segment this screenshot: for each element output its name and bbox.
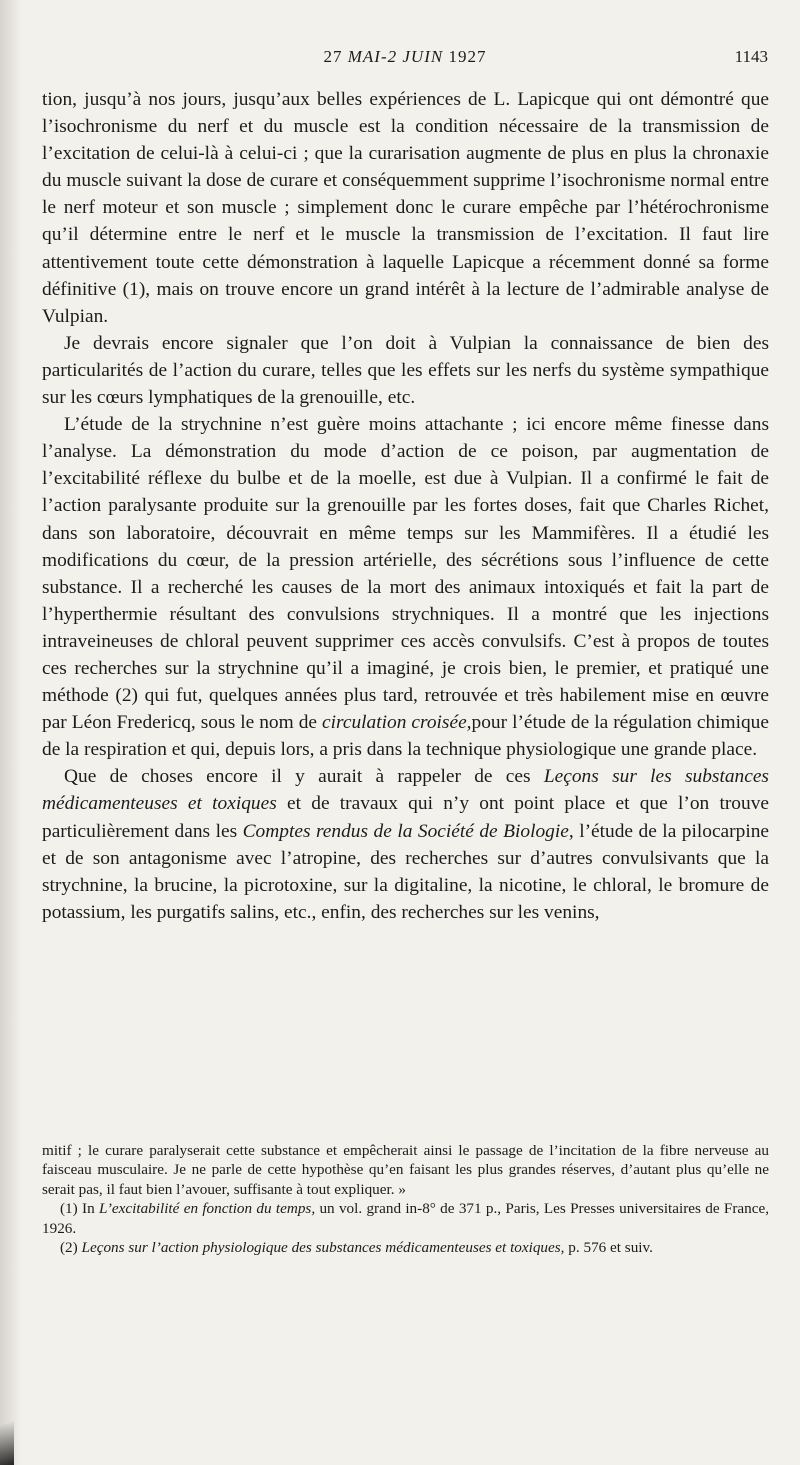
- paragraph-2: Je devrais encore signaler que l’on doit à Vulpian la connaissance de bien des particularités de l’action du curare, telles que les effets sur les nerfs du système sympathique sur les cœurs lymphatiques de la grenouille, etc.: [42, 332, 769, 409]
- footnote-continuation: mitif ; le curare paralyserait cette substance et empêcherait ainsi le passage de l’incitation de la fibre nerveuse au faisceau musculaire. Je ne parle de cette hypothèse qu’en faisant les plus grandes réserves, d’autant plus qu’elle ne serait pas, il faut bien l’avouer, suffisante à tout expliquer. »: [42, 1142, 769, 1198]
- paragraph-4-a: Que de choses encore il y aurait à rappeler de ces: [64, 766, 531, 788]
- paragraph-4: [42, 763, 769, 926]
- paragraph-3: [42, 411, 769, 763]
- footnote-1: [42, 1199, 769, 1238]
- paragraph-3-text: L’étude de la strychnine n’est guère moins attachante ; ici encore même finesse dans l’analyse. La démonstration du mode d’action de ce poison, par augmentation de l’excitabilité réflexe du bulbe et de la moelle, est due à Vulpian. Il a confirmé le fait de l’action paralysante produite sur la grenouille par les fortes doses, fait que Charles Richet, dans son laboratoire, découvrait en même temps sur les Mammifères. Il a étudié les modifications du cœur, de la pression artérielle, des sécrétions sous l’influence de cette substance. Il a recherché les causes de la mort des animaux intoxiqués et fait la part de l’hyperthermie résultant des convulsions strychniques. Il a montré que les injections intraveineuses de chloral peuvent supprimer ces accès convulsifs. C’est à propos de toutes ces recherches sur la strychnine qu’il a imaginé, je crois bien, le premier, et pratiqué une méthode (2) qui fut, quelques années plus tard, retrouvée et très habilement mise en œuvre par Léon Fredericq, sous le nom de: [42, 414, 769, 734]
- paragraph-4-c: , l’étude de la pilocarpine et de son antagonisme avec l’atropine, des recherches sur d’autres convulsivants que la strychnine, la brucine, la picrotoxine, sur la digitaline, la nicotine, le chloral, le bromure de potassium, les purgatifs salins, etc., enfin, des recherches sur les venins,: [42, 820, 770, 923]
- footnote-2-mark: (2): [60, 1239, 78, 1257]
- scan-corner-mark: [0, 1395, 14, 1465]
- paragraph-4-italic-2: Comptes rendus de la Société de Biologie: [242, 820, 569, 842]
- paragraph-4-italic-1: Leçons sur les substances médicamenteuses et toxiques: [42, 766, 769, 815]
- footnote-1-title: L’excitabilité en fonction du temps,: [98, 1200, 316, 1218]
- footnote-1-rest: un vol. grand in-8° de 371 p., Paris, Les Presses universitaires de France, 1926.: [42, 1200, 770, 1237]
- footnotes: [42, 1141, 769, 1257]
- page-number: 1143: [734, 47, 768, 66]
- main-text: [42, 86, 769, 926]
- running-head-end: 1927: [443, 47, 487, 66]
- running-head: [42, 47, 768, 67]
- footnote-2: [42, 1238, 769, 1257]
- paragraph-4-b: et de travaux qui n’y ont point place et que l’on trouve particulièrement dans les: [42, 793, 769, 842]
- footnote-2-title: Leçons sur l’action physiologique des substances médicamenteuses et toxiques,: [81, 1239, 565, 1257]
- footnote-2-rest: p. 576 et suiv.: [568, 1239, 653, 1257]
- running-head-italic: MAI-2 JUIN: [347, 47, 444, 66]
- paragraph-3-end: pour l’étude de la régulation chimique de la respiration et qui, depuis lors, a pris dans la technique physiologique une grande place.: [42, 712, 769, 761]
- running-header: [42, 47, 768, 73]
- page-edge-shadow: [0, 0, 22, 1465]
- paragraph-1: tion, jusqu’à nos jours, jusqu’aux belles expériences de L. Lapicque qui ont démontré que l’isochronisme du nerf et du muscle est la condition nécessaire de la transmission de l’excitation de celui-là à celui-ci ; que la curarisation augmente de plus en plus la chronaxie du muscle suivant la dose de curare et conséquemment supprime l’isochronisme normal entre le nerf moteur et son muscle ; simplement donc le curare empêche par l’hétérochronisme qu’il détermine entre le nerf et le muscle la transmission de l’excitation. Il faut lire attentivement toute cette démonstration à laquelle Lapicque a récemment donné sa forme définitive (1), mais on trouve encore un grand intérêt à la lecture de l’admirable analyse de Vulpian.: [42, 89, 769, 327]
- paragraph-3-italic: circulation croisée,: [322, 712, 472, 734]
- running-head-start: 27: [323, 47, 348, 66]
- footnote-1-mark: (1) In: [60, 1200, 95, 1218]
